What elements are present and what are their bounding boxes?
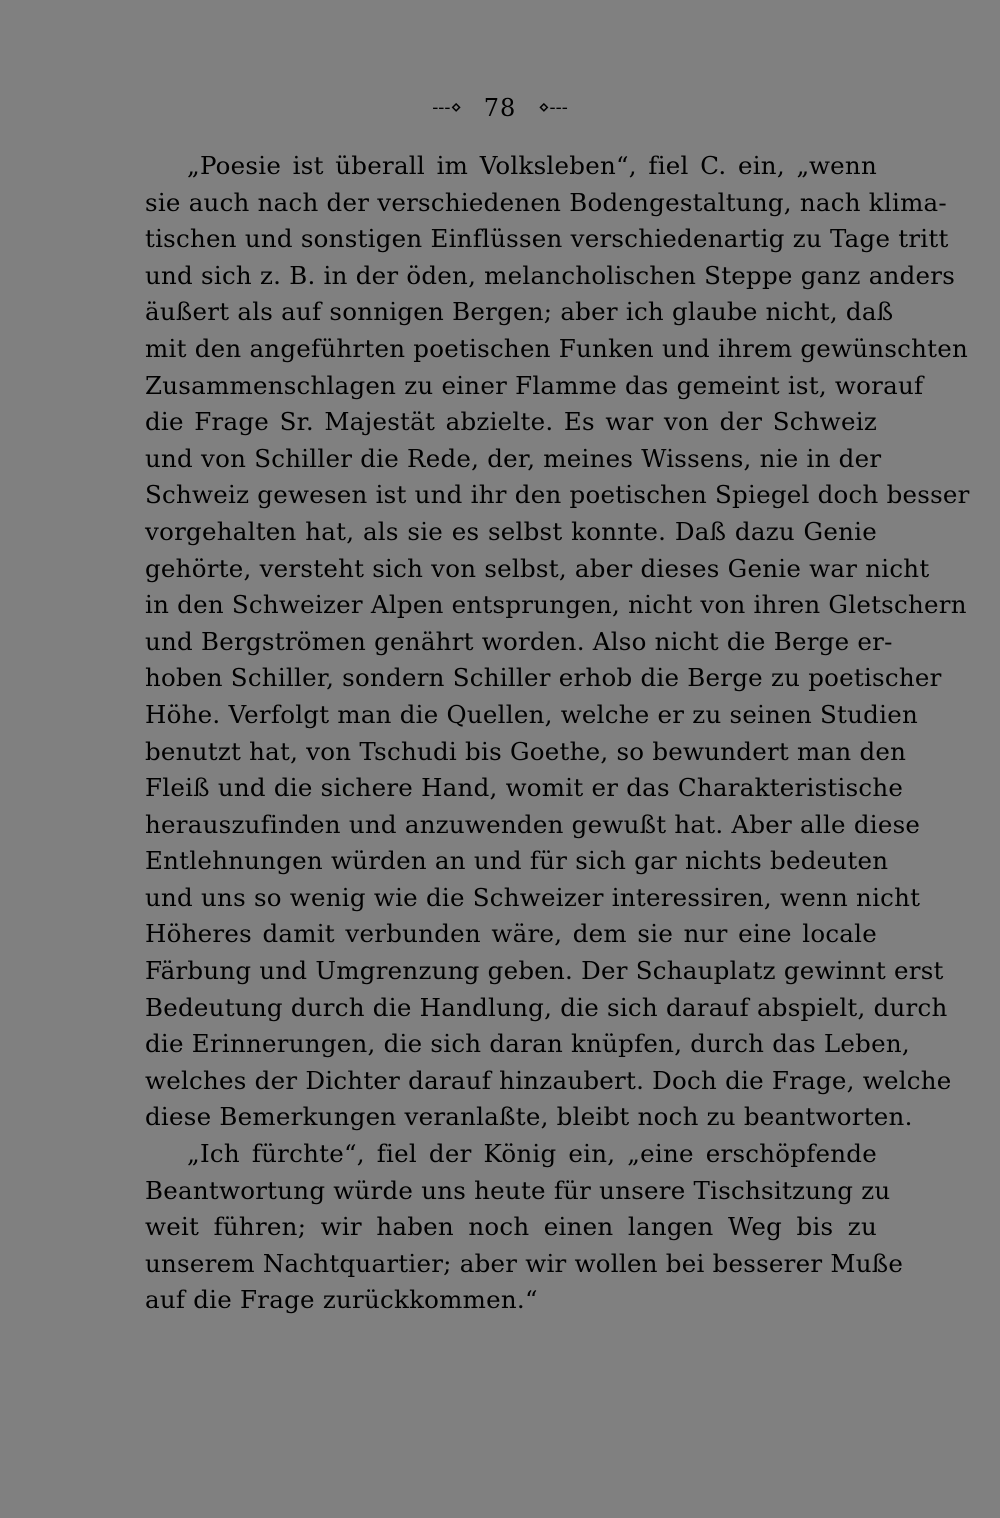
text-line: Fleiß und die sichere Hand, womit er das Charakteristische	[145, 773, 904, 803]
text-line: tischen und sonstigen Einflüssen verschiedenartig zu Tage tritt	[145, 224, 949, 254]
text-line: mit den angeführten poetischen Funken und ihrem gewünschten	[145, 333, 969, 363]
text-line: sie auch nach der verschiedenen Bodengestaltung, nach klima-	[145, 187, 947, 217]
text-line: unserem Nachtquartier; aber wir wollen bei besserer Muße	[145, 1248, 904, 1278]
text-line: Beantwortung würde uns heute für unsere Tischsitzung zu	[145, 1175, 891, 1205]
text-line: Höhe. Verfolgt man die Quellen, welche er zu seinen Studien	[145, 699, 918, 729]
page-number: 78	[483, 93, 517, 122]
text-line: herauszufinden und anzuwenden gewußt hat. Aber alle diese	[145, 809, 921, 839]
right-ornament: ⋄---	[538, 97, 568, 118]
text-line: in den Schweizer Alpen entsprungen, nicht von ihren Gletschern	[145, 590, 967, 620]
text-line: die Frage Sr. Majestät abzielte. Es war von der Schweiz	[145, 407, 877, 437]
text-line: auf die Frage zurückkommen.“	[145, 1285, 538, 1315]
left-ornament: ---⋄	[432, 97, 462, 118]
text-line: Höheres damit verbunden wäre, dem sie nur eine locale	[145, 919, 877, 949]
text-line: Schweiz gewesen ist und ihr den poetischen Spiegel doch besser	[145, 480, 970, 510]
text-line: und Bergströmen genährt worden. Also nicht die Berge er-	[145, 626, 893, 656]
text-line: vorgehalten hat, als sie es selbst konnte. Daß dazu Genie	[145, 516, 877, 546]
text-line: hoben Schiller, sondern Schiller erhob die Berge zu poetischer	[145, 663, 942, 693]
text-line: „Poesie ist überall im Volksleben“, fiel C. ein, „wenn	[187, 151, 877, 180]
text-line: „Ich fürchte“, fiel der König ein, „eine erschöpfende	[187, 1139, 877, 1169]
text-line: welches der Dichter darauf hinzaubert. Doch die Frage, welche	[145, 1065, 952, 1095]
text-line: Färbung und Umgrenzung geben. Der Schauplatz gewinnt erst	[145, 956, 944, 986]
text-line: äußert als auf sonnigen Bergen; aber ich glaube nicht, daß	[145, 297, 894, 327]
text-line: Entlehnungen würden an und für sich gar nichts bedeuten	[145, 846, 889, 876]
text-line: benutzt hat, von Tschudi bis Goethe, so bewundert man den	[145, 736, 907, 766]
text-line: Zusammenschlagen zu einer Flamme das gemeint ist, worauf	[145, 370, 924, 400]
page-header	[0, 92, 1000, 122]
text-line: und von Schiller die Rede, der, meines Wissens, nie in der	[145, 443, 882, 473]
text-line: und sich z. B. in der öden, melancholischen Steppe ganz anders	[145, 260, 956, 290]
text-line: und uns so wenig wie die Schweizer interessiren, wenn nicht	[145, 882, 921, 912]
text-line: Bedeutung durch die Handlung, die sich darauf abspielt, durch	[145, 992, 948, 1022]
text-line: diese Bemerkungen veranlaßte, bleibt noch zu beantworten.	[145, 1102, 913, 1132]
text-line: gehörte, versteht sich von selbst, aber dieses Genie war nicht	[145, 553, 930, 583]
text-line: weit führen; wir haben noch einen langen Weg bis zu	[145, 1212, 877, 1242]
body-text	[145, 148, 970, 1319]
text-line: die Erinnerungen, die sich daran knüpfen, durch das Leben,	[145, 1029, 910, 1059]
